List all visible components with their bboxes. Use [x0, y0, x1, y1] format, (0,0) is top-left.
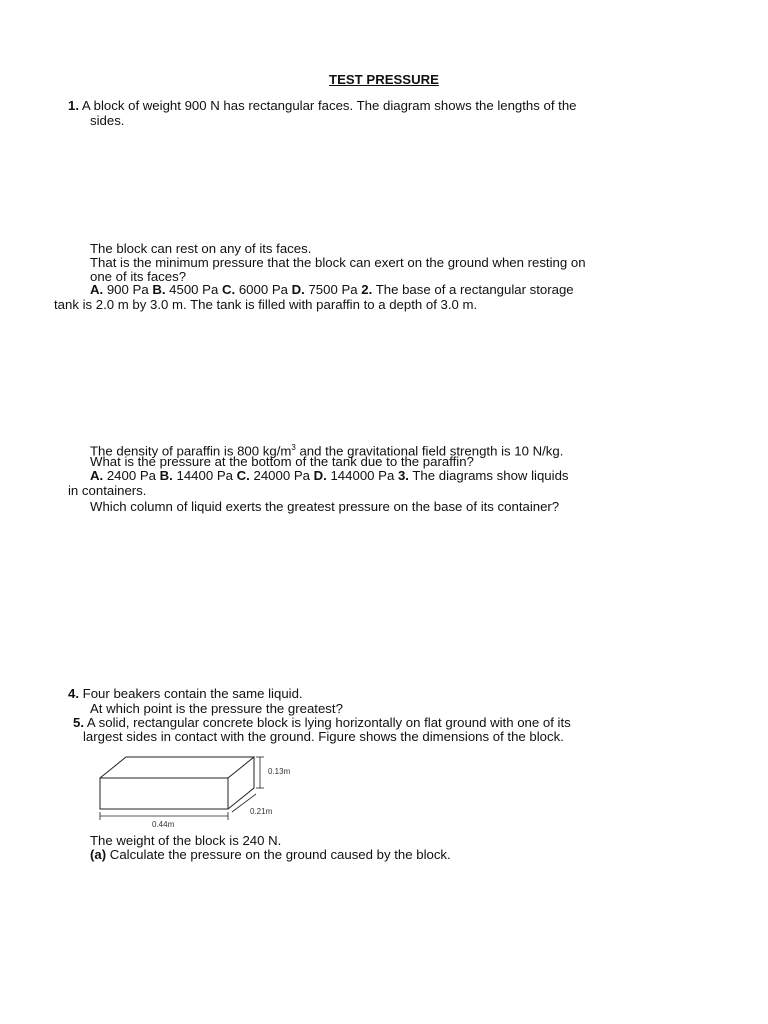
q2-option-b: 14400 Pa	[172, 468, 237, 483]
q2-option-a-letter: A.	[90, 468, 104, 483]
q5-line1-text: A solid, rectangular concrete block is lying horizontally on flat ground with one of its	[84, 715, 571, 730]
length-label: 0.44m	[152, 820, 175, 829]
q1-line1-text: A block of weight 900 N has rectangular faces. The diagram shows the lengths of the	[79, 98, 577, 113]
page-title: TEST PRESSURE	[329, 72, 439, 87]
q1-number: 1.	[68, 98, 79, 113]
q2-option-d: 144000 Pa	[326, 468, 398, 483]
q1-options-q2-start	[90, 282, 574, 297]
q1-ask-line2: one of its faces?	[90, 269, 187, 284]
q2-option-d-letter: D.	[313, 468, 327, 483]
q2-line2: tank is 2.0 m by 3.0 m. The tank is filled with paraffin to a depth of 3.0 m.	[54, 297, 478, 312]
q1-ask-line1: That is the minimum pressure that the block can exert on the ground when resting on	[90, 255, 586, 270]
q2-number: 2.	[361, 282, 373, 297]
q1-option-b: 4500 Pa	[165, 282, 222, 297]
width-label: 0.21m	[250, 807, 273, 816]
q2-option-a: 2400 Pa	[103, 468, 160, 483]
q1-option-d: 7500 Pa	[304, 282, 362, 297]
q2-ask: What is the pressure at the bottom of the tank due to the paraffin?	[90, 454, 474, 469]
q1-rest-statement: The block can rest on any of its faces.	[90, 241, 312, 256]
concrete-block-figure	[96, 754, 356, 830]
q5-weight: The weight of the block is 240 N.	[90, 833, 282, 848]
q5-number: 5.	[73, 715, 84, 730]
q3-ask: Which column of liquid exerts the greatest pressure on the base of its container?	[90, 499, 560, 514]
q5-part-a	[90, 847, 451, 862]
q2-option-c: 24000 Pa	[249, 468, 314, 483]
q2-density-b: and the gravitational field strength is 10 N/kg.	[295, 443, 564, 459]
q1-line2: sides.	[90, 113, 125, 128]
q3-number: 3.	[397, 468, 409, 483]
q4-line1-text: Four beakers contain the same liquid.	[79, 686, 303, 701]
block-diagram	[96, 754, 356, 830]
q2-option-b-letter: B.	[159, 468, 173, 483]
block-top-face	[100, 757, 254, 778]
q2-line1: The base of a rectangular storage	[372, 282, 574, 297]
q4-ask: At which point is the pressure the greatest?	[90, 701, 343, 716]
q5-part-a-label: (a)	[90, 847, 107, 862]
q5-line1	[73, 715, 571, 730]
q3-line2: in containers.	[68, 483, 147, 498]
q2-density-sup: 3	[291, 443, 296, 452]
q5-line2: largest sides in contact with the ground. Figure shows the dimensions of the block.	[83, 729, 564, 744]
q1-line1	[68, 98, 577, 113]
q4-number: 4.	[68, 686, 79, 701]
q3-line1: The diagrams show liquids	[408, 468, 569, 483]
q1-option-b-letter: B.	[152, 282, 166, 297]
q1-option-a: 900 Pa	[103, 282, 153, 297]
q1-option-a-letter: A.	[90, 282, 104, 297]
q5-part-a-text: Calculate the pressure on the ground caused by the block.	[106, 847, 451, 862]
q1-option-c: 6000 Pa	[235, 282, 292, 297]
q1-option-c-letter: C.	[221, 282, 236, 297]
q2-density-a: The density of paraffin is 800 kg/m	[90, 443, 292, 459]
q1-option-d-letter: D.	[291, 282, 305, 297]
height-label: 0.13m	[268, 767, 291, 776]
block-side-face	[228, 757, 254, 809]
q4-line1	[68, 686, 303, 701]
block-front-face	[100, 778, 228, 809]
q2-options-q3-start	[90, 468, 569, 483]
q2-option-c-letter: C.	[236, 468, 250, 483]
